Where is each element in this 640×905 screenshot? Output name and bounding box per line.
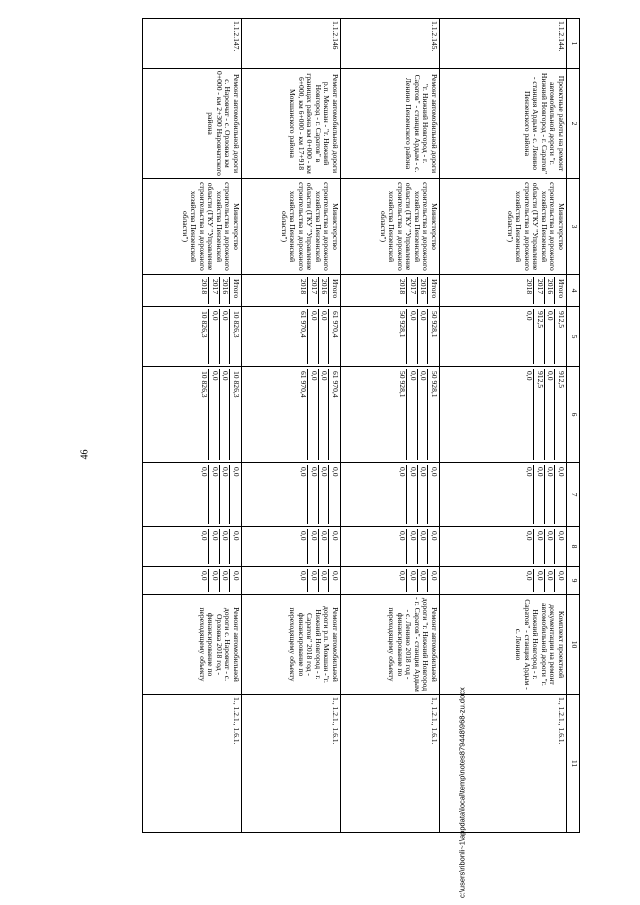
local-funding-cell	[341, 527, 440, 567]
funding-value: 0,0	[307, 529, 318, 564]
funding-value: 0,0	[318, 309, 329, 364]
funding-value: 912,5	[554, 369, 565, 460]
funding-value: 0,0	[544, 569, 555, 592]
year-value: 2016	[219, 277, 230, 304]
funding-value: 61 970,4	[328, 369, 339, 460]
year-value: 2016	[417, 277, 428, 304]
regional-funding-cell	[143, 367, 242, 463]
funding-value: 0,0	[208, 465, 219, 524]
header-cell: 7	[567, 463, 580, 527]
funding-value: 0,0	[307, 569, 318, 592]
year-value: Итого	[554, 277, 565, 304]
funding-value: 0,0	[208, 569, 219, 592]
indicator-ref: 1., 1.2.1., 1.6.1.	[242, 695, 341, 833]
header-cell: 10	[567, 595, 580, 695]
funding-value: 0,0	[219, 569, 230, 592]
header-cell: 8	[567, 527, 580, 567]
total-funding-cell	[440, 307, 567, 367]
other-funding-cell	[143, 567, 242, 595]
row-id: 1.1.2.144.	[440, 19, 567, 69]
executor: Министерство строительства и дорожного хозяйства Пензенской области (ГКУ "Управление строительства и дорожного хозяйства Пензенской области")	[440, 179, 567, 275]
funding-value: 0,0	[299, 531, 309, 541]
executor: Министерство строительства и дорожного хозяйства Пензенской области (ГКУ "Управление строительства и дорожного хозяйства Пензенской области")	[242, 179, 341, 275]
funding-value: 0,0	[328, 569, 339, 592]
year-value: 2018	[525, 279, 535, 295]
federal-funding-cell	[143, 463, 242, 527]
header-cell: 1	[567, 19, 580, 69]
header-cell: 2	[567, 69, 580, 179]
expected-result: Ремонт автомобильной дороги р.п. Мокшан -"г. Нижний Новгород - г. Саратов" 2018 год - финансирование по переходящему объекту	[242, 595, 341, 695]
other-funding-cell	[242, 567, 341, 595]
funding-value: 0,0	[398, 531, 408, 541]
table-row	[143, 19, 242, 833]
other-funding-cell	[440, 567, 567, 595]
indicator-ref: 1., 1.2.1., 1.6.1.	[341, 695, 440, 833]
funding-value: 0,0	[219, 465, 230, 524]
header-cell: 3	[567, 179, 580, 275]
funding-value: 0,0	[417, 529, 428, 564]
expected-result: Ремонт автомобильной дороги с. Наровчат - с. Орловка 2018 год - финансирование по переходящему объекту	[143, 595, 242, 695]
funding-value: 0,0	[417, 569, 428, 592]
row-id: 1.1.2.146	[242, 19, 341, 69]
header-cell: 11	[567, 695, 580, 833]
funding-value: 10 826,3	[229, 369, 240, 460]
funding-value: 0,0	[525, 531, 535, 541]
year-value: 2017	[208, 277, 219, 304]
funding-value: 0,0	[544, 309, 555, 364]
funding-value: 0,0	[208, 369, 219, 460]
funding-value: 0,0	[525, 311, 535, 321]
row-id: 1.1.2.145.	[341, 19, 440, 69]
regional-funding-cell	[440, 367, 567, 463]
other-funding-cell	[341, 567, 440, 595]
years-cell	[440, 275, 567, 307]
footer-file-path: c:\users\ribonli~1\appdata\local\temp\notes879448\968-zu.docx	[457, 687, 467, 898]
year-value: 2017	[406, 277, 417, 304]
funding-value: 0,0	[219, 309, 230, 364]
funding-value: 10 826,3	[200, 311, 210, 338]
funding-value: 912,5	[554, 309, 565, 364]
indicator-ref: 1., 1.2.1., 1.6.1.	[440, 695, 567, 833]
funding-value: 10 826,3	[200, 371, 210, 398]
funding-value: 0,0	[427, 569, 438, 592]
funding-value: 0,0	[219, 529, 230, 564]
funding-value: 0,0	[417, 369, 428, 460]
funding-value: 0,0	[307, 369, 318, 460]
funding-value: 10 826,3	[229, 309, 240, 364]
funding-value: 0,0	[208, 529, 219, 564]
year-value: 2018	[398, 279, 408, 295]
federal-funding-cell	[242, 463, 341, 527]
funding-value: 0,0	[200, 467, 210, 477]
header-row	[567, 19, 580, 833]
total-funding-cell	[143, 307, 242, 367]
funding-value: 0,0	[533, 529, 544, 564]
funding-value: 0,0	[318, 369, 329, 460]
funding-value: 61 970,4	[299, 371, 309, 398]
funding-value: 0,0	[525, 467, 535, 477]
funding-value: 0,0	[200, 531, 210, 541]
funding-value: 0,0	[427, 465, 438, 524]
year-value: 2018	[299, 279, 309, 295]
funding-value: 0,0	[229, 569, 240, 592]
funding-value: 50 928,1	[427, 369, 438, 460]
year-value: 2016	[318, 277, 329, 304]
expected-result: Комплект проектной документации на ремонт автомобильной дороги "г. Нижний Новгород - г. Саратов" - станция Ардым - с. Ленино	[440, 595, 567, 695]
funding-value: 0,0	[554, 569, 565, 592]
year-value: Итого	[328, 277, 339, 304]
year-value: 2018	[200, 279, 210, 295]
funding-value: 0,0	[219, 369, 230, 460]
funding-value: 0,0	[406, 529, 417, 564]
years-cell	[143, 275, 242, 307]
funding-value: 0,0	[398, 571, 408, 581]
funding-value: 0,0	[307, 309, 318, 364]
funding-value: 0,0	[328, 529, 339, 564]
funding-value: 0,0	[229, 529, 240, 564]
table-row	[242, 19, 341, 833]
header-cell: 9	[567, 567, 580, 595]
executor: Министерство строительства и дорожного хозяйства Пензенской области (ГКУ "Управление строительства и дорожного хозяйства Пензенской области")	[341, 179, 440, 275]
funding-value: 50 928,1	[398, 311, 408, 338]
page-number: 46	[79, 449, 91, 460]
funding-value: 0,0	[427, 529, 438, 564]
funding-value: 0,0	[398, 467, 408, 477]
table-row	[341, 19, 440, 833]
funding-value: 0,0	[417, 465, 428, 524]
funding-value: 0,0	[318, 529, 329, 564]
funding-value: 0,0	[318, 465, 329, 524]
executor: Министерство строительства и дорожного хозяйства Пензенской области (ГКУ "Управление строительства и дорожного хозяйства Пензенской области")	[143, 179, 242, 275]
federal-funding-cell	[440, 463, 567, 527]
program-table	[142, 18, 580, 833]
measure-name: Ремонт автомобильной дороги р.п. Мокшан - "г. Нижний Новгород - г. Саратов" в границах района км 0+000 - км 6+000, км 6+000 - км 17+918 Мокшанского района	[242, 69, 341, 179]
year-value: 2017	[533, 277, 544, 304]
local-funding-cell	[242, 527, 341, 567]
year-value: 2017	[307, 277, 318, 304]
funding-value: 0,0	[406, 465, 417, 524]
funding-value: 50 928,1	[427, 309, 438, 364]
measure-name: Ремонт автомобильной дороги "г. Нижний Новгород - г. Саратов" - станция Ардым - с. Ленино Пензенского района	[341, 69, 440, 179]
funding-value: 0,0	[417, 309, 428, 364]
total-funding-cell	[242, 307, 341, 367]
funding-value: 0,0	[406, 369, 417, 460]
funding-value: 61 970,4	[299, 311, 309, 338]
funding-value: 0,0	[299, 467, 309, 477]
funding-value: 0,0	[544, 465, 555, 524]
funding-value: 0,0	[406, 309, 417, 364]
funding-value: 0,0	[318, 569, 329, 592]
header-cell: 4	[567, 275, 580, 307]
funding-value: 0,0	[525, 371, 535, 381]
header-cell: 5	[567, 307, 580, 367]
local-funding-cell	[143, 527, 242, 567]
year-value: Итого	[427, 277, 438, 304]
local-funding-cell	[440, 527, 567, 567]
funding-value: 0,0	[554, 529, 565, 564]
regional-funding-cell	[341, 367, 440, 463]
row-id: 1.1.2.147.	[143, 19, 242, 69]
funding-value: 0,0	[554, 465, 565, 524]
funding-value: 0,0	[328, 465, 339, 524]
regional-funding-cell	[242, 367, 341, 463]
funding-value: 0,0	[307, 465, 318, 524]
measure-name: Проектные работы на ремонт автомобильной дороги "г. Нижний Новгород - г. Саратов" - станция Ардым - с. Ленино Пензенского района	[440, 69, 567, 179]
funding-value: 912,5	[533, 309, 544, 364]
funding-value: 912,5	[533, 369, 544, 460]
funding-value: 0,0	[544, 529, 555, 564]
funding-value: 0,0	[200, 571, 210, 581]
funding-value: 0,0	[533, 569, 544, 592]
funding-value: 0,0	[229, 465, 240, 524]
year-value: 2016	[544, 277, 555, 304]
funding-value: 0,0	[544, 369, 555, 460]
funding-value: 0,0	[406, 569, 417, 592]
funding-value: 0,0	[525, 571, 535, 581]
federal-funding-cell	[341, 463, 440, 527]
years-cell	[341, 275, 440, 307]
indicator-ref: 1., 1.2.1., 1.6.1.	[143, 695, 242, 833]
header-cell: 6	[567, 367, 580, 463]
total-funding-cell	[341, 307, 440, 367]
funding-value: 0,0	[208, 309, 219, 364]
year-value: Итого	[229, 277, 240, 304]
funding-value: 0,0	[299, 571, 309, 581]
rotated-table	[165, 18, 580, 832]
funding-value: 61 970,4	[328, 309, 339, 364]
years-cell	[242, 275, 341, 307]
expected-result: Ремонт автомобильной дороги "г. Нижний Новгород - г. Саратов"- станция Ардым - с. Ленино 2018 год - финансирование по переходящему объекту	[341, 595, 440, 695]
funding-value: 50 928,1	[398, 371, 408, 398]
funding-value: 0,0	[533, 465, 544, 524]
measure-name: Ремонт автомобильной дороги с. Наровчат - с. Орловка км 0+000 - км 2+300 Наровчатского района	[143, 69, 242, 179]
